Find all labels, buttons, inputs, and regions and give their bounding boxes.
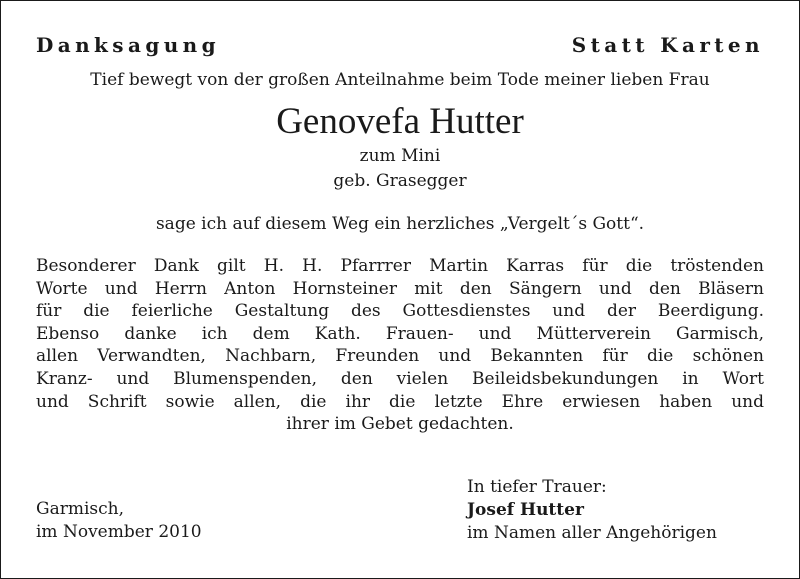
paragraph-line: Kranz- und Blumenspenden, den vielen Beileidsbekundungen in Wort [36,368,764,389]
paragraph-line: Ebenso danke ich dem Kath. Frauen- und Mütterverein Garmisch, [36,323,764,344]
header-title: Danksagung [36,33,220,57]
acknowledgement-paragraph [36,255,764,436]
signature-block [467,476,717,545]
signer-name: Josef Hutter [467,500,584,520]
paragraph-line: Worte und Herrn Anton Hornsteiner mit den Sängern und den Bläsern [36,278,764,299]
paragraph-line: und Schrift sowie allen, die ihr die letzte Ehre erwiesen haben und [36,391,764,412]
thanks-line: sage ich auf diesem Weg ein herzliches „Vergelt´s Gott“. [155,214,645,234]
intro-line: Tief bewegt von der großen Anteilnahme beim Tode meiner lieben Frau [90,70,710,90]
deceased-name: Genovefa Hutter [276,101,524,142]
mourning-line: In tiefer Trauer: [467,477,607,497]
header-note: Statt Karten [571,33,764,57]
paragraph-line: Besonderer Dank gilt H. H. Pfarrrer Martin Karras für die tröstenden [36,256,764,276]
notice-header [36,29,764,61]
paragraph-line: für die feierliche Gestaltung des Gottesdienstes und der Beerdigung. [36,301,764,322]
place-date-block [36,498,202,544]
deceased-birth-name: geb. Grasegger [333,171,467,191]
paragraph-last-line: ihrer im Gebet gedachten. [286,414,514,435]
paragraph-line: allen Verwandten, Nachbarn, Freunden und Bekannten für die schönen [36,346,764,367]
place: Garmisch, [36,499,124,519]
family-line: im Namen aller Angehörigen [467,523,717,543]
date: im November 2010 [36,522,202,542]
deceased-nickname: zum Mini [359,146,441,166]
